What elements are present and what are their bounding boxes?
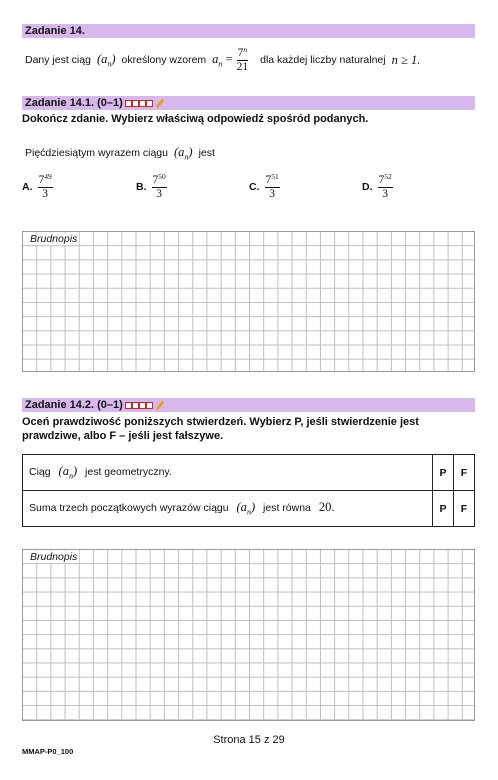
scratchpad-label: Brudnopis (30, 551, 78, 563)
scratchpad-label: Brudnopis (30, 233, 78, 245)
task142-instruction (22, 415, 419, 443)
task141-question-a: Pięćdziesiątym wyrazem ciągu (25, 147, 168, 160)
statement-1-false-option[interactable]: F (454, 455, 475, 491)
table-row (23, 491, 475, 527)
task14-formula-fraction: $\frac{7^n}{21}$ (236, 45, 249, 73)
statement-2-true-option[interactable]: P (433, 491, 454, 527)
pencil-icon (125, 100, 165, 107)
task141-seq: $(a_n)$ (173, 145, 193, 162)
statement-2-false-option[interactable]: F (454, 491, 475, 527)
task14-statement (25, 47, 420, 73)
task142-instruction-line1: Oceń prawdziwość poniższych stwierdzeń. Wybierz P, jeśli stwierdzenie jest (22, 416, 419, 428)
statement-1: Ciąg $(a_n)$ jest geometryczny. (23, 455, 433, 491)
table-row (23, 455, 475, 491)
task141-title-wrap (25, 96, 165, 110)
answer-option-d[interactable]: D. $\frac{7^{52}}{3}$ (362, 172, 392, 200)
task142-title: Zadanie 14.2. (0–1) (25, 399, 123, 411)
task14-header-band (22, 24, 475, 38)
task141-instruction: Dokończ zdanie. Wybierz właściwą odpowiedź spośród podanych. (22, 113, 369, 125)
task14-intro-a: Dany jest ciąg (25, 54, 91, 66)
task14-intro-b: określony wzorem (121, 54, 207, 66)
document-code: MMAP-P0_100 (22, 747, 74, 756)
task14-seq: $(a_n)$ (96, 51, 116, 69)
task14-formula-lhs: $a_n$ = (212, 51, 233, 69)
scratchpad-grid-1[interactable] (22, 231, 475, 372)
answer-option-b[interactable]: B. $\frac{7^{50}}{3}$ (136, 172, 166, 200)
task14-title: Zadanie 14. (25, 25, 85, 37)
answer-option-a[interactable]: A. $\frac{7^{49}}{3}$ (22, 172, 52, 200)
task141-question-b: jest (198, 147, 215, 160)
page-number: Strona 15 z 29 (213, 734, 285, 746)
scratchpad-grid-2[interactable] (22, 549, 475, 721)
statement-2: Suma trzech początkowych wyrazów ciągu $(a_n)$ jest równa 20. (23, 491, 433, 527)
true-false-table (22, 454, 475, 527)
pencil-icon (125, 402, 165, 409)
task14-condition: n ≥ 1. (391, 52, 421, 67)
answer-option-c[interactable]: C. $\frac{7^{51}}{3}$ (249, 172, 279, 200)
task142-title-wrap (25, 398, 165, 412)
task14-intro-c: dla każdej liczby naturalnej (260, 54, 386, 66)
task141-question (25, 145, 215, 162)
task142-instruction-line2: prawdziwe, albo F – jeśli jest fałszywe. (22, 430, 224, 442)
task141-title: Zadanie 14.1. (0–1) (25, 97, 123, 109)
statement-1-true-option[interactable]: P (433, 455, 454, 491)
